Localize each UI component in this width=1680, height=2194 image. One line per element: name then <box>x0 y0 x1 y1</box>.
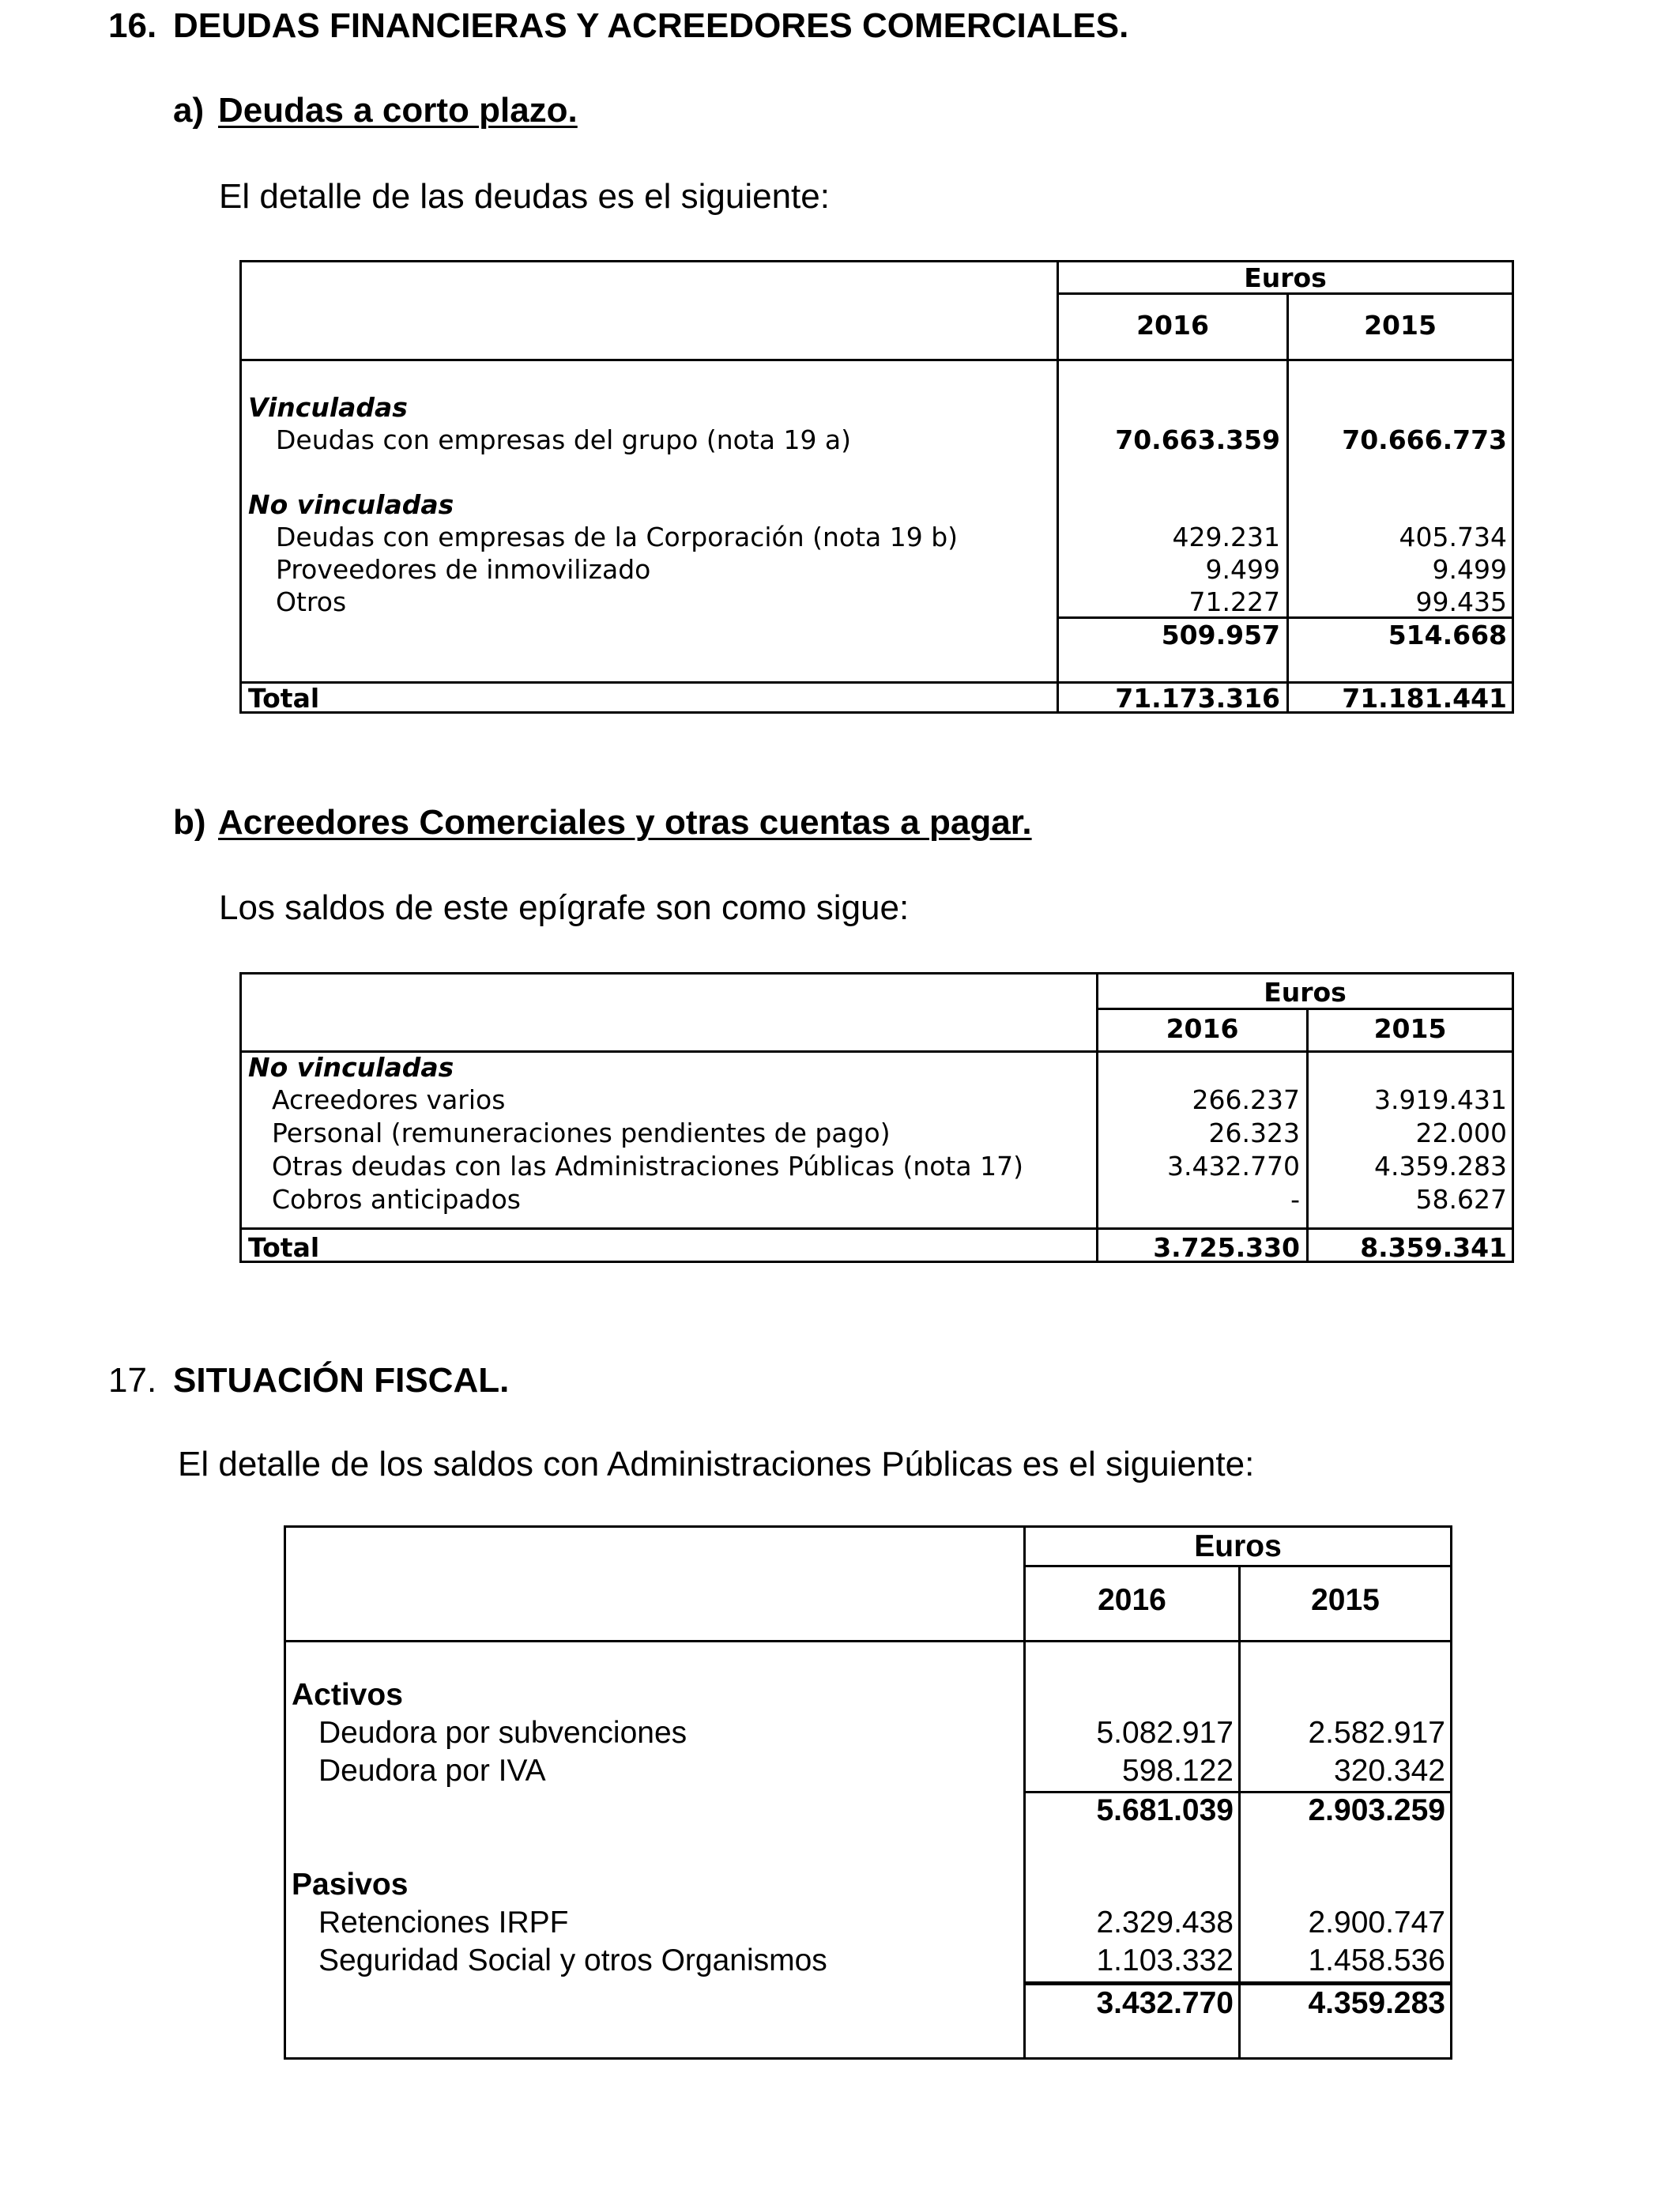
currency-header: Euros <box>1244 262 1327 293</box>
subtotal-2016: 509.957 <box>1161 620 1280 650</box>
section-title: DEUDAS FINANCIERAS Y ACREEDORES COMERCIALES. <box>173 6 1129 45</box>
subsection-a-intro: El detalle de las deudas es el siguiente: <box>219 177 830 216</box>
subsection-label: a) <box>173 91 205 130</box>
year-header-2015: 2015 <box>1364 310 1437 341</box>
creditors-table <box>239 972 1514 1263</box>
subsection-title: Deudas a corto plazo. <box>218 91 578 130</box>
total-2016: 3.725.330 <box>1153 1232 1300 1263</box>
row-label: Proveedores de inmovilizado <box>276 554 651 585</box>
group-label-activos: Activos <box>292 1678 403 1712</box>
total-label: Total <box>248 683 320 714</box>
row-label: Retenciones IRPF <box>318 1906 569 1940</box>
year-header-2015: 2015 <box>1311 1583 1380 1617</box>
row-label: Seguridad Social y otros Organismos <box>318 1943 827 1977</box>
row-value-2015: 3.919.431 <box>1374 1084 1507 1115</box>
section-17-intro: El detalle de los saldos con Administraciones Públicas es el siguiente: <box>178 1445 1255 1483</box>
row-label: Deudora por IVA <box>318 1754 546 1788</box>
row-value-2016: 71.227 <box>1188 586 1280 617</box>
row-value-2016: 70.663.359 <box>1115 424 1280 455</box>
year-header-2015: 2015 <box>1373 1013 1447 1044</box>
total-2015: 71.181.441 <box>1342 683 1507 714</box>
pasivos-total-2015: 4.359.283 <box>1308 1986 1445 2020</box>
row-value-2016: 1.103.332 <box>1096 1943 1234 1977</box>
row-value-2015: 58.627 <box>1415 1184 1507 1215</box>
debts-table <box>239 260 1514 714</box>
group-label-no-vinculadas: No vinculadas <box>248 1052 454 1083</box>
section-17-heading <box>108 1361 509 1400</box>
year-header-2016: 2016 <box>1098 1583 1166 1617</box>
row-label: Acreedores varios <box>272 1084 506 1115</box>
currency-header: Euros <box>1194 1529 1282 1563</box>
currency-header: Euros <box>1264 977 1347 1008</box>
row-value-2016: 266.237 <box>1192 1084 1300 1115</box>
row-value-2016: 429.231 <box>1172 522 1280 552</box>
row-value-2015: 405.734 <box>1399 522 1507 552</box>
subsection-title: Acreedores Comerciales y otras cuentas a pagar. <box>218 803 1032 842</box>
fiscal-balances-table <box>284 1525 1452 2060</box>
group-label-vinculadas: Vinculadas <box>248 392 408 423</box>
activos-total-2016: 5.681.039 <box>1096 1793 1234 1827</box>
year-header-2016: 2016 <box>1166 1013 1239 1044</box>
section-number: 16. <box>108 6 157 45</box>
year-header-2016: 2016 <box>1136 310 1209 341</box>
subsection-b-intro: Los saldos de este epígrafe son como sigue: <box>219 888 910 927</box>
row-value-2015: 99.435 <box>1415 586 1507 617</box>
group-label-pasivos: Pasivos <box>292 1868 409 1902</box>
row-value-2015: 70.666.773 <box>1342 424 1507 455</box>
row-value-2015: 4.359.283 <box>1374 1151 1507 1182</box>
row-value-2016: 5.082.917 <box>1096 1716 1234 1750</box>
row-value-2016: - <box>1290 1184 1300 1215</box>
row-value-2015: 1.458.536 <box>1308 1943 1445 1977</box>
total-2015: 8.359.341 <box>1360 1232 1507 1263</box>
row-value-2016: 3.432.770 <box>1167 1151 1300 1182</box>
section-number: 17. <box>108 1361 157 1400</box>
row-value-2016: 2.329.438 <box>1096 1906 1234 1940</box>
row-value-2016: 598.122 <box>1122 1754 1234 1788</box>
pasivos-total-2016: 3.432.770 <box>1096 1986 1234 2020</box>
total-label: Total <box>248 1232 320 1263</box>
group-label-no-vinculadas: No vinculadas <box>248 489 454 520</box>
subtotal-2015: 514.668 <box>1388 620 1507 650</box>
row-value-2015: 2.900.747 <box>1308 1906 1445 1940</box>
subsection-a-heading <box>173 91 578 130</box>
row-value-2015: 22.000 <box>1415 1118 1507 1148</box>
row-value-2015: 2.582.917 <box>1308 1716 1445 1750</box>
row-label: Personal (remuneraciones pendientes de pago) <box>272 1118 891 1148</box>
total-2016: 71.173.316 <box>1115 683 1280 714</box>
row-label: Deudora por subvenciones <box>318 1716 687 1750</box>
section-16-heading <box>108 6 1128 46</box>
row-value-2016: 26.323 <box>1208 1118 1300 1148</box>
row-label: Cobros anticipados <box>272 1184 521 1215</box>
activos-total-2015: 2.903.259 <box>1308 1793 1445 1827</box>
row-label: Otras deudas con las Administraciones Públicas (nota 17) <box>272 1151 1023 1182</box>
subsection-b-heading <box>173 803 1032 843</box>
row-value-2015: 320.342 <box>1334 1754 1445 1788</box>
row-label: Deudas con empresas del grupo (nota 19 a) <box>276 424 852 455</box>
row-value-2015: 9.499 <box>1432 554 1507 585</box>
row-label: Deudas con empresas de la Corporación (nota 19 b) <box>276 522 959 552</box>
row-value-2016: 9.499 <box>1205 554 1280 585</box>
subsection-label: b) <box>173 803 206 842</box>
row-label: Otros <box>276 586 347 617</box>
section-title: SITUACIÓN FISCAL. <box>173 1361 510 1400</box>
